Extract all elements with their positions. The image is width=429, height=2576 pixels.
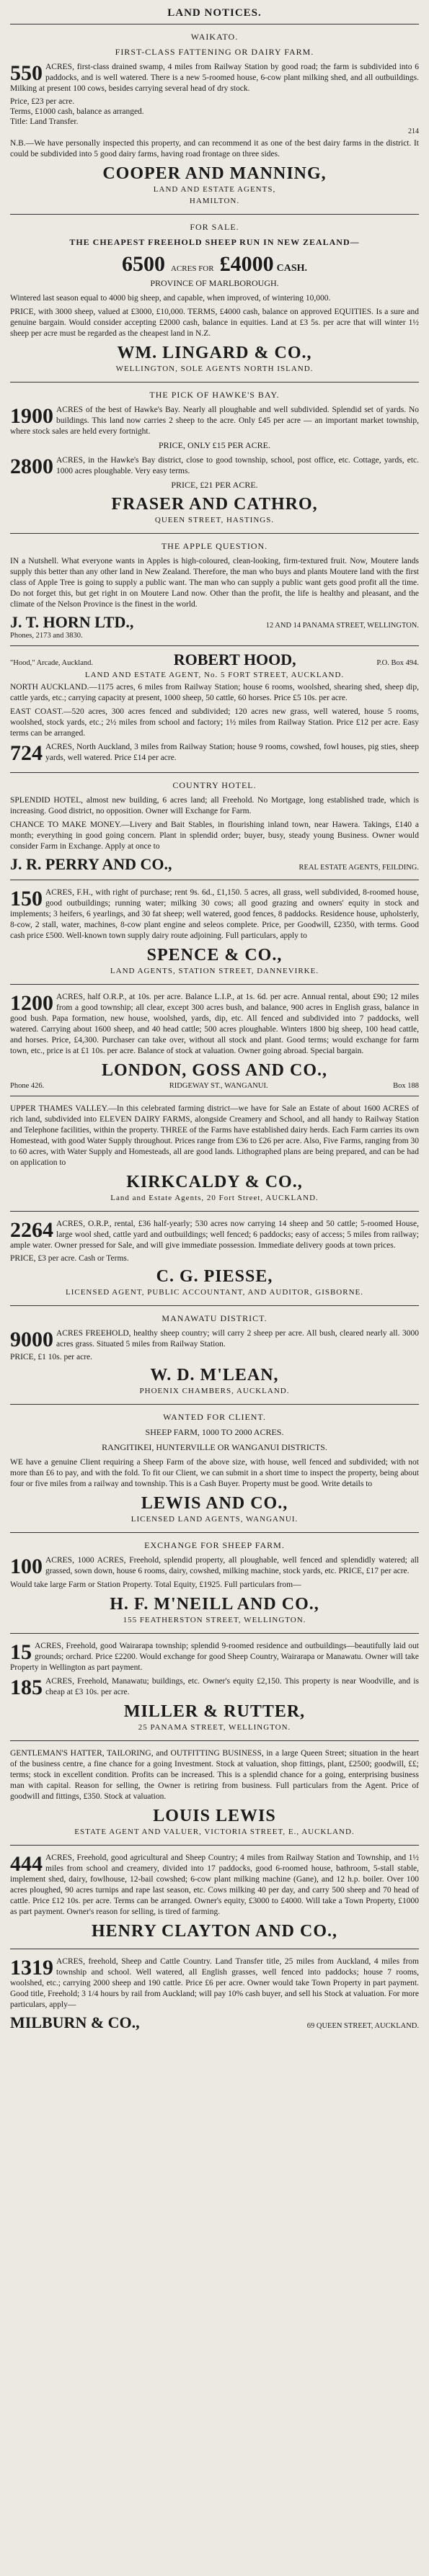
ad-body-text: ACRES, North Auckland, 3 miles from Railway Station; house 9 rooms, cowshed, fowl houses, pig sties, sheep yards, well watered. Price £14 per acre. xyxy=(45,743,419,762)
ad-lead-text: ACRES FOR xyxy=(170,264,214,273)
ad-price: PRICE, £1 10s. per acre. xyxy=(10,1353,93,1361)
ad-apple-question xyxy=(10,534,419,646)
ad-body: IN a Nutshell. What everyone wants in Apples is high-coloured, clean-looking, firm-textured fruit. Now, Moutere lands supply this better than any other land in New Zealand. Therefore, the man who buys and plants Moutere land with the first class of Apple Tree is going to supply a public want. The man who can supply a public want gets good profit all the time. Do not forget this, but get right in on Moutere Land now. Other than the profit, the life is healthy and pleasant, and the climate of the Nelson Province is the finest in the world. xyxy=(10,557,419,609)
ad-body-text: ACRES, Freehold, good agricultural and Sheep Country; 4 miles from Railway Station and Township, and 1½ miles from school and creamery, divided into 17 paddocks, good 6-roomed house, bathroom, 5-stall stable, implement shed, dairy, fowlhouse, 12-bail cowshed; 6-cow plant milking machine (Gane), and 12 h.p. boiler. Over 100 acres ploughed, 90 acres turnips and rape last season, etc. Cows milking 40 per day, and carry 500 sheep and 70 head of cattle. Price £12 10s. per acre. Terms can be arranged. Owner's equity, £3000 to £4000. Will take a Town Property, £1000 as part payment. Owner's reason for selling, is tired of farming. xyxy=(10,1853,419,1916)
ad-headline: WANTED FOR CLIENT. xyxy=(163,1412,266,1422)
agent-row xyxy=(10,613,419,632)
ad-body-2: CHANCE TO MAKE MONEY.—Livery and Bait Stables, in flourishing inland town, near Hawera. Takings, £140 a month; everything in good going concern. Plant in splendid order; buyer, busy, steady young Business. Owner would consider Farm in Exchange. Apply at once to xyxy=(10,820,419,851)
agent-subtitle: LICENSED LAND AGENTS, WANGANUI. xyxy=(131,1515,298,1524)
ad-price-2: PRICE, £21 PER ACRE. xyxy=(171,480,258,490)
ad-body-text: ACRES, first-class drained swamp, 4 miles from Railway Station by good road; the farm is subdivided into 6 paddocks, and is well watered. There is a new 5-roomed house, 6-cow plant milking shed, and all outbuildings. Milking at present 100 cows, besides carrying several head of dry stock. xyxy=(10,63,419,93)
ad-quote: "Hood," Arcade, Auckland. xyxy=(10,659,94,667)
ad-body: UPPER THAMES VALLEY.—In this celebrated farming district—we have for Sale an Estate of about 1600 ACRES of rich land, subdivided into ELEVEN DAIRY FARMS, alongside Creamery and School, and all handy to Railway Station and Telephone facilities, within the property. THREE of the Farms have established dairy herds. Each Farm carries its own Homestead, with good Water Supply throughout. Prices range from £36 to £26 per acre. Also, Five Farms, ranging from 30 to 60 acres, with Water Supply and Homesteads, all are good lands. Lithographed plans are being prepared, and can be had on application to xyxy=(10,1104,419,1167)
ad-body: WE have a genuine Client requiring a Sheep Farm of the above size, with house, well fenced and subdivided; with not more than £6 to pay, and with the fold. To fit our Client, we can submit in a short time to inspect the property, being about four or five miles from a railway and township. This is a Cash Buyer. Property must be good. Write details to xyxy=(10,1458,419,1488)
agent-phones: Phones, 2173 and 3830. xyxy=(10,632,83,640)
ad-body: Wintered last season equal to 4000 big sheep, and capable, when improved, of wintering 10,000. xyxy=(10,294,331,303)
ad-lead-number: 6500 xyxy=(121,252,165,276)
agent-row xyxy=(10,2013,419,2032)
ad-hawkes-bay xyxy=(10,383,419,534)
ad-price-1: PRICE, ONLY £15 PER ACRE. xyxy=(158,440,271,450)
ad-body-text: ACRES, Freehold, good Wairarapa township; splendid 9-roomed residence and outbuildings—beautifully laid out grounds; orchard. Price £2200. Would exchange for good Sheep Country, Wairarapa or Manawatu. Owner will take Property in Wellington as part payment. xyxy=(10,1642,419,1672)
agent-subtitle: LICENSED AGENT, PUBLIC ACCOUNTANT, AND AUDITOR, GISBORNE. xyxy=(65,1288,364,1297)
agent-name: C. G. PIESSE, xyxy=(156,1267,273,1286)
ad-body xyxy=(10,887,419,942)
agent-phone: Phone 426. xyxy=(10,1082,45,1090)
ad-body-text: ACRES, 1000 ACRES, Freehold, splendid property, all ploughable, well fenced and splendidly watered; all grassed, sown down, house 6 rooms, dairy, cowshed, milking machine, stock yards, etc. PRICE, £17 per acre. xyxy=(45,1556,419,1575)
agent-name: MILBURN & CO., xyxy=(10,2013,140,2031)
ad-lead-number: 1900 xyxy=(10,404,53,428)
ad-body-text: ACRES, in the Hawke's Bay district, close to good township, school, post office, etc. Cottage, yards, etc. 1000 acres ploughable. Very easy terms. xyxy=(56,456,419,475)
ad-milburn xyxy=(10,1949,419,2038)
ad-headline: FIRST-CLASS FATTENING OR DAIRY FARM. xyxy=(115,47,314,57)
ad-body xyxy=(10,1956,419,2011)
ad-miller-rutter xyxy=(10,1634,419,1741)
agent-address: 12 AND 14 PANAMA STREET, WELLINGTON. xyxy=(265,622,419,630)
ad-body-text: ACRES, O.R.P., rental, £36 half-yearly; 530 acres now carrying 14 sheep and 50 cattle; 5-roomed House, large wool shed, cattle yard and outbuildings; well fenced; 6 paddocks; easy of access; 5 miles from railway; ample water. Owner pressed for Sale, and will give immediate possession. Immediate delivery goods at town prices. xyxy=(10,1220,419,1250)
ad-body-1: NORTH AUCKLAND.—1175 acres, 6 miles from Railway Station; house 6 rooms, woolshed, shearing shed, sheep dip, cattle yards, etc.; carrying capacity at present, 1000 sheep, 50 cattle, 60 horses. Price £5 10s. per acre. xyxy=(10,683,419,702)
ad-lead-number: 724 xyxy=(10,741,43,765)
agent-name: J. T. HORN LTD., xyxy=(10,613,134,631)
ad-lead-number: 15 xyxy=(10,1640,32,1664)
agent-name: WM. LINGARD & CO., xyxy=(117,344,312,362)
ad-body-2 xyxy=(10,1676,419,1698)
ad-london-goss xyxy=(10,985,419,1096)
ad-body-1 xyxy=(10,405,419,437)
agent-address: RIDGEWAY ST., WANGANUI. xyxy=(169,1082,268,1090)
ad-price-amount: £4000 xyxy=(219,252,274,276)
agent-name: LEWIS AND CO., xyxy=(141,1494,288,1513)
agent-address: 69 QUEEN STREET, AUCKLAND. xyxy=(306,2022,419,2030)
ad-province: PROVINCE OF MARLBOROUGH. xyxy=(150,278,279,288)
agent-row xyxy=(10,650,419,669)
ad-headline: THE APPLE QUESTION. xyxy=(161,541,268,551)
agent-box: Box 188 xyxy=(393,1082,419,1090)
agent-name: HENRY CLAYTON AND CO., xyxy=(92,1922,337,1941)
agent-name: FRASER AND CATHRO, xyxy=(111,495,318,514)
ad-exchange-sheep xyxy=(10,1533,419,1634)
agent-name: COOPER AND MANNING, xyxy=(102,164,327,183)
ad-title: Title: Land Transfer. xyxy=(10,117,79,126)
agent-name: W. D. M'LEAN, xyxy=(150,1366,279,1385)
ad-lead-number: 185 xyxy=(10,1676,43,1699)
ad-body-1 xyxy=(10,1641,419,1673)
agent-subtitle: LAND AGENTS, STATION STREET, DANNEVIRKE. xyxy=(110,967,319,975)
ad-body-text: ACRES, freehold, Sheep and Cattle Country. Land Transfer title, 25 miles from Auckland, 4 miles from township and school. Well watered, all English grasses, well fenced into paddocks; house 7 rooms, woolshed, etc.; carrying 2000 sheep and 190 cattle. Price £6 per acre. Owner would take Town Property in part payment. Good title, Freehold; 3 1/4 hours by rail from Auckland; will pay 10% cash buyer, and sell his Stock at valuation. For more particulars, apply— xyxy=(10,1957,419,2009)
agent-subtitle: REAL ESTATE AGENTS, FEILDING. xyxy=(298,864,419,872)
ad-lead-number: 2800 xyxy=(10,455,53,478)
ad-body xyxy=(10,62,419,94)
ad-waikato xyxy=(10,24,419,215)
agent-subtitle: 155 FEATHERSTON STREET, WELLINGTON. xyxy=(123,1616,306,1624)
ad-robert-hood xyxy=(10,646,419,773)
agent-subtitle: 25 PANAMA STREET, WELLINGTON. xyxy=(138,1723,291,1732)
ad-spence xyxy=(10,880,419,985)
ad-body-2 xyxy=(10,455,419,477)
ad-manawatu xyxy=(10,1306,419,1405)
agent-po: P.O. Box 494. xyxy=(376,659,419,667)
agent-row xyxy=(10,855,419,874)
ad-region: WAIKATO. xyxy=(190,32,239,42)
ad-piesse xyxy=(10,1212,419,1306)
ad-body-text: ACRES FREEHOLD, healthy sheep country; will carry 2 sheep per acre. All bush, cleared nearly all. 3000 acres grass. Situated 5 miles from Railway Station. xyxy=(56,1329,419,1349)
ad-headline: COUNTRY HOTEL. xyxy=(172,780,257,790)
ad-body-text: ACRES, F.H., with right of purchase; rent 9s. 6d., £1,150. 5 acres, all grass, well subdivided, 8-roomed house, good outbuildings; running water; milking 30 cows; all good grazing and owners' equity in stock and implements; 3 heifers, 6 yearlings, and 30 fat sheep; well watered, good fences, 8 paddocks. Residence house, upholsterly, 8-cow, 2 stall, water, machines, 8-cow plant engine and seleos complete. Price, per Goodwill, £2350, with terms. Good cash price £500. Well-known town supply dairy route adjoining. Full particulars, apply to xyxy=(10,888,419,940)
ad-body-text: ACRES, Freehold, Manawatu; buildings, etc. Owner's equity £2,150. This property is near Woodville, and is cheap at £3 10s. per acre. xyxy=(45,1677,419,1696)
ad-body xyxy=(10,992,419,1057)
ad-body-3 xyxy=(10,742,419,764)
agent-name: ROBERT HOOD, xyxy=(173,650,296,668)
ad-kirkcaldy xyxy=(10,1096,419,1212)
ad-lead-number: 550 xyxy=(10,61,43,85)
ad-headline: EXCHANGE FOR SHEEP FARM. xyxy=(144,1540,285,1550)
agent-row xyxy=(10,1082,419,1090)
ad-sheep-run xyxy=(10,215,419,383)
agent-name: LOUIS LEWIS xyxy=(153,1807,276,1825)
ad-louis-lewis xyxy=(10,1741,419,1846)
ad-headline-2: THE CHEAPEST FREEHOLD SHEEP RUN IN NEW ZEALAND— xyxy=(69,237,360,247)
agent-subtitle: LAND AND ESTATE AGENTS, xyxy=(153,185,276,194)
ad-subhead: SHEEP FARM, 1000 TO 2000 ACRES. xyxy=(145,1427,284,1437)
ad-body: GENTLEMAN'S HATTER, TAILORING, and OUTFITTING BUSINESS, in a large Queen Street; situation in the heart of the business centre, a fine chance for a going Investment. Stock at valuation, shop fittings, plant, £2500; goodwill, ££; terms; stock in excellent condition. Profits can be increased. This is a splendid chance for a going, enterprising business man with capital. Reason for selling, the Owner is retiring from business. Full particulars from the Agent. Price of goodwill and fittings, £350. Stock at valuation. xyxy=(10,1749,419,1801)
ad-price-line xyxy=(10,252,419,277)
ad-body xyxy=(10,1219,419,1251)
ad-body-2: Would take large Farm or Station Property. Total Equity, £1925. Full particulars from— xyxy=(10,1580,301,1589)
ad-price: Price, £23 per acre. xyxy=(10,97,75,106)
agent-name: LONDON, GOSS AND CO., xyxy=(101,1061,328,1080)
ad-body xyxy=(10,1853,419,1918)
ad-headline: THE PICK OF HAWKE'S BAY. xyxy=(149,390,280,400)
ad-lead-number: 9000 xyxy=(10,1328,53,1351)
agent-subtitle: Land and Estate Agents, 20 Fort Street, AUCKLAND. xyxy=(110,1194,319,1202)
ad-lead-number: 2264 xyxy=(10,1218,53,1242)
ad-body-text: ACRES, half O.R.P., at 10s. per acre. Balance L.I.P., at 1s. 6d. per acre. Annual rental, about £90; 12 miles from a good township; all clear, except 300 acres bush, and balance, 900 acres in English grass, balance in good bush. Papa formation, new house, woolshed, yards, dip, etc. All fenced and subdivided into 7 paddocks, well watered. Carrying about 1600 sheep, and 40 head cattle; 500 acres ploughable. Winters 1800 big sheep, 100 head cattle, and horses. Price, £4,300. Purchaser can take over, without all stock and plant. Good terms; would exchange for farm town, etc., price is at £1 10s. per acre. Balance of stock at valuation. Owner going abroad. Special bargain. xyxy=(10,993,419,1055)
ad-note: N.B.—We have personally inspected this property, and can recommend it as one of the best dairy farms in the district. It could be subdivided into 5 good dairy farms, having road frontage on three sides. xyxy=(10,139,419,158)
ad-subhead-2: RANGITIKEI, HUNTERVILLE OR WANGANUI DISTRICTS. xyxy=(102,1442,327,1452)
agent-name: H. F. M'NEILL AND CO., xyxy=(110,1595,319,1614)
agent-location: HAMILTON. xyxy=(189,197,240,205)
ad-lead-number: 150 xyxy=(10,887,43,911)
agent-subtitle: QUEEN STREET, HASTINGS. xyxy=(154,516,275,524)
ad-henry-clayton xyxy=(10,1846,419,1949)
agent-subtitle: PHOENIX CHAMBERS, AUCKLAND. xyxy=(139,1387,290,1395)
ad-lead-number: 1319 xyxy=(10,1956,53,1980)
ad-terms: Terms, £1000 cash, balance as arranged. xyxy=(10,107,144,116)
ad-body-1: SPLENDID HOTEL, almost new building, 6 acres land; all Freehold. No Mortgage, long established trade, which is increasing. Good district, no opposition. Owner will Exchange for Farm. xyxy=(10,796,419,815)
section-title: LAND NOTICES. xyxy=(10,4,419,24)
agent-name: KIRKCALDY & CO., xyxy=(126,1173,303,1191)
agent-subtitle: WELLINGTON, SOLE AGENTS NORTH ISLAND. xyxy=(115,365,314,373)
ad-country-hotel xyxy=(10,773,419,880)
ad-body xyxy=(10,1328,419,1350)
ad-price: PRICE, £3 per acre. Cash or Terms. xyxy=(10,1254,129,1263)
agent-subtitle: ESTATE AGENT AND VALUER, VICTORIA STREET, E., AUCKLAND. xyxy=(74,1828,355,1836)
agent-subtitle: LAND AND ESTATE AGENT, No. 5 FORT STREET, AUCKLAND. xyxy=(84,671,345,679)
ad-headline: FOR SALE. xyxy=(190,222,239,232)
ad-price-detail: PRICE, with 3000 sheep, valued at £3000, £10,000. TERMS, £4000 cash, balance on approved EQUITIES. Is a sure and genuine bargain. Would consider accepting £2000 cash, balance in equities. Land at £3 5s. per acre that will winter 1½ sheep per acre must be regarded as the cheapest land in N.Z. xyxy=(10,308,419,338)
agent-name: SPENCE & CO., xyxy=(146,946,283,965)
ad-body-2: EAST COAST.—520 acres, 300 acres fenced and subdivided; 120 acres new grass, well watered, house 5 rooms, woolshed, stock yards, etc.; 2½ miles from school and factory; 1½ miles from Railway Station. Price £12 per acre. Easy terms can be arranged. xyxy=(10,707,419,738)
ad-wanted-client xyxy=(10,1405,419,1533)
ad-lead-number: 100 xyxy=(10,1555,43,1578)
ad-lead-number: 1200 xyxy=(10,991,53,1015)
agent-name: J. R. PERRY AND CO., xyxy=(10,855,172,873)
ad-lead-number: 444 xyxy=(10,1852,43,1876)
ad-ref: 214 xyxy=(408,128,419,135)
ad-body xyxy=(10,1555,419,1577)
ad-body-text: ACRES of the best of Hawke's Bay. Nearly all ploughable and well subdivided. Splendid set of yards. No buildings. This land now carries 2 sheep to the acre. Only £45 per acre — an important market township, where stock sales are held every fortnight. xyxy=(10,406,419,436)
ad-headline: MANAWATU DISTRICT. xyxy=(162,1313,267,1323)
ad-price-suffix: CASH. xyxy=(276,263,307,274)
agent-name: MILLER & RUTTER, xyxy=(123,1702,306,1721)
